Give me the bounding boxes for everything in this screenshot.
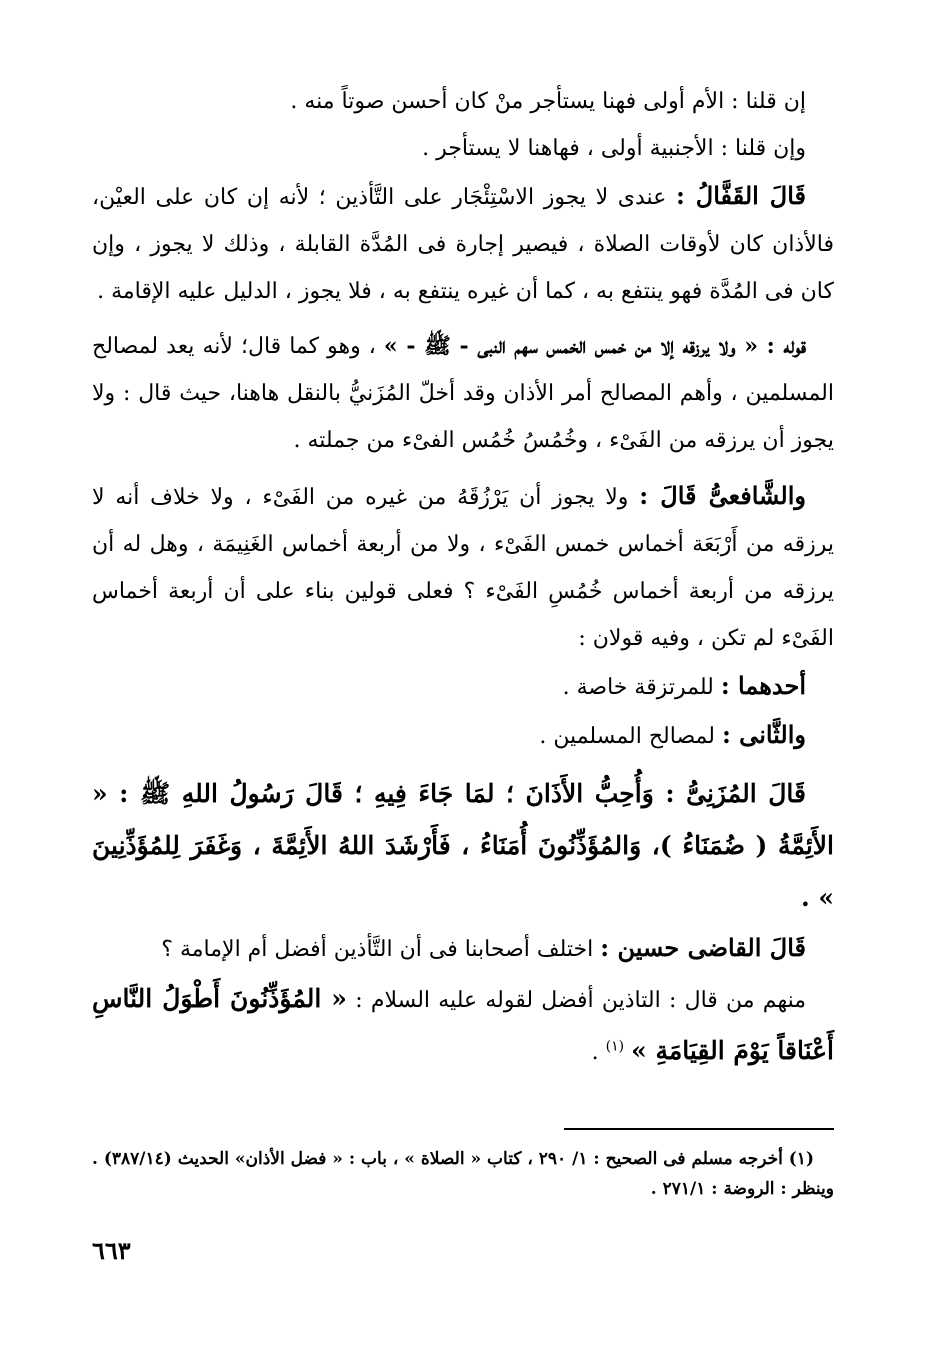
- page-number: ٦٦٣: [92, 1236, 131, 1265]
- paragraph-4: قوله : « ولا يرزقه إلا من خمس الخمس سهم النبى - ﷺ - » ، وهو كما قال؛ لأنه يعد لمصالح المسلمين ، وأهم المصالح أمر الأذان وقد أخلّ المُزَنيُّ بالنقل هاهنا، حيث قال : ولا يجوز أن يرزقه من الفَىْء ، وخُمُسُ خُمُس الفىْء من جملته .: [92, 333, 834, 453]
- label-second-opinion: والثَّانى :: [721, 720, 806, 749]
- footnote-ref: (١): [605, 1038, 625, 1055]
- quote-muadhdhinun: « المُؤَذِّنُونَ أَطْوَلُ النَّاسِ أَعْنَاقاً يَوْمَ القِيَامَةِ »: [92, 984, 834, 1065]
- paragraph-2: وإن قلنا : الأجنبية أولى ، فهاهنا لا يستأجر .: [422, 136, 806, 161]
- paragraph-9: قَالَ القاضى حسين : اختلف أصحابنا فى أن التَّأذين أفضل أم الإمامة ؟: [161, 933, 806, 962]
- speaker-qaffal: قَالَ القَفَّالُ :: [675, 181, 806, 210]
- footnote: (١) أخرجه مسلم فى الصحيح : ١/ ٢٩٠ ، كتاب « الصلاة » ، باب : « فضل الأذان» الحديث (٣٨٧/١٤) . وينظر : الروضة : ٢٧١/١ .: [92, 1149, 834, 1199]
- paragraph-5: والشَّافعىُّ قَالَ : ولا يجوز أن يَرْزُقَهُ من غيره من الفَىْء ، ولا خلاف أنه لا يرزقه من أَرْبَعَة أخماس خمس الفَىْء ، ولا من أربعة أخماس الغَنِيمَة ، وهل له أن يرزقه من أربعة أخماس خُمُسِ الفَىْء ؟ فعلى قولين بناء على أن أربعة أخماس الفَىْء لم تكن ، وفيه قولان :: [92, 481, 834, 651]
- speaker-shafii: والشَّافعىُّ قَالَ :: [639, 481, 807, 510]
- page-body: [92, 78, 834, 1298]
- label-first-opinion: أحدهما :: [720, 671, 806, 700]
- speaker-qadi-husayn: قَالَ القاضى حسين :: [600, 933, 806, 962]
- paragraph-7: والثَّانى : لمصالح المسلمين .: [539, 720, 806, 749]
- paragraph-10: منهم من قال : التاذين أفضل لقوله عليه السلام : « المُؤَذِّنُونَ أَطْوَلُ النَّاسِ أَعْنَاقاً يَوْمَ القِيَامَةِ » $^{(١)}$ .: [92, 984, 834, 1065]
- quote-hadith-khums: قوله : « ولا يرزقه إلا من خمس الخمس سهم النبى - ﷺ - »: [383, 333, 806, 359]
- paragraph-8-muzani-quote: قَالَ المُزَنِىُّ : وَأُحِبُّ الأَذَانَ ؛ لمَا جَاءَ فِيهِ ؛ قَالَ رَسُولُ اللهِ ﷺ : « الأَئِمَّةُ ( ضُمَنَاءُ )، وَالمُؤَذِّنُونَ أُمَنَاءُ ، فَأَرْشَدَ اللهُ الأَئِمَّةَ ، وَغَفَرَ لِلمُؤَذِّنِينَ » .: [92, 779, 834, 912]
- paragraph-1: إن قلنا : الأم أولى فهنا يستأجر منْ كان أحسن صوتاً منه .: [290, 89, 806, 114]
- paragraph-3: قَالَ القَفَّالُ : عندى لا يجوز الاسْتِئْجَار على التَّأذين ؛ لأنه إن كان على العيْن، فالأذان كان لأوقات الصلاة ، فيصير إجارة فى المُدَّة القابلة ، وذلك لا يجوز ، وإن كان فى المُدَّة فهو ينتفع به ، كما أن غيره ينتفع به ، فلا يجوز ، الدليل عليه الإقامة .: [92, 181, 834, 304]
- paragraph-6: أحدهما : للمرتزقة خاصة .: [562, 671, 806, 700]
- footnote-divider: [564, 1128, 834, 1130]
